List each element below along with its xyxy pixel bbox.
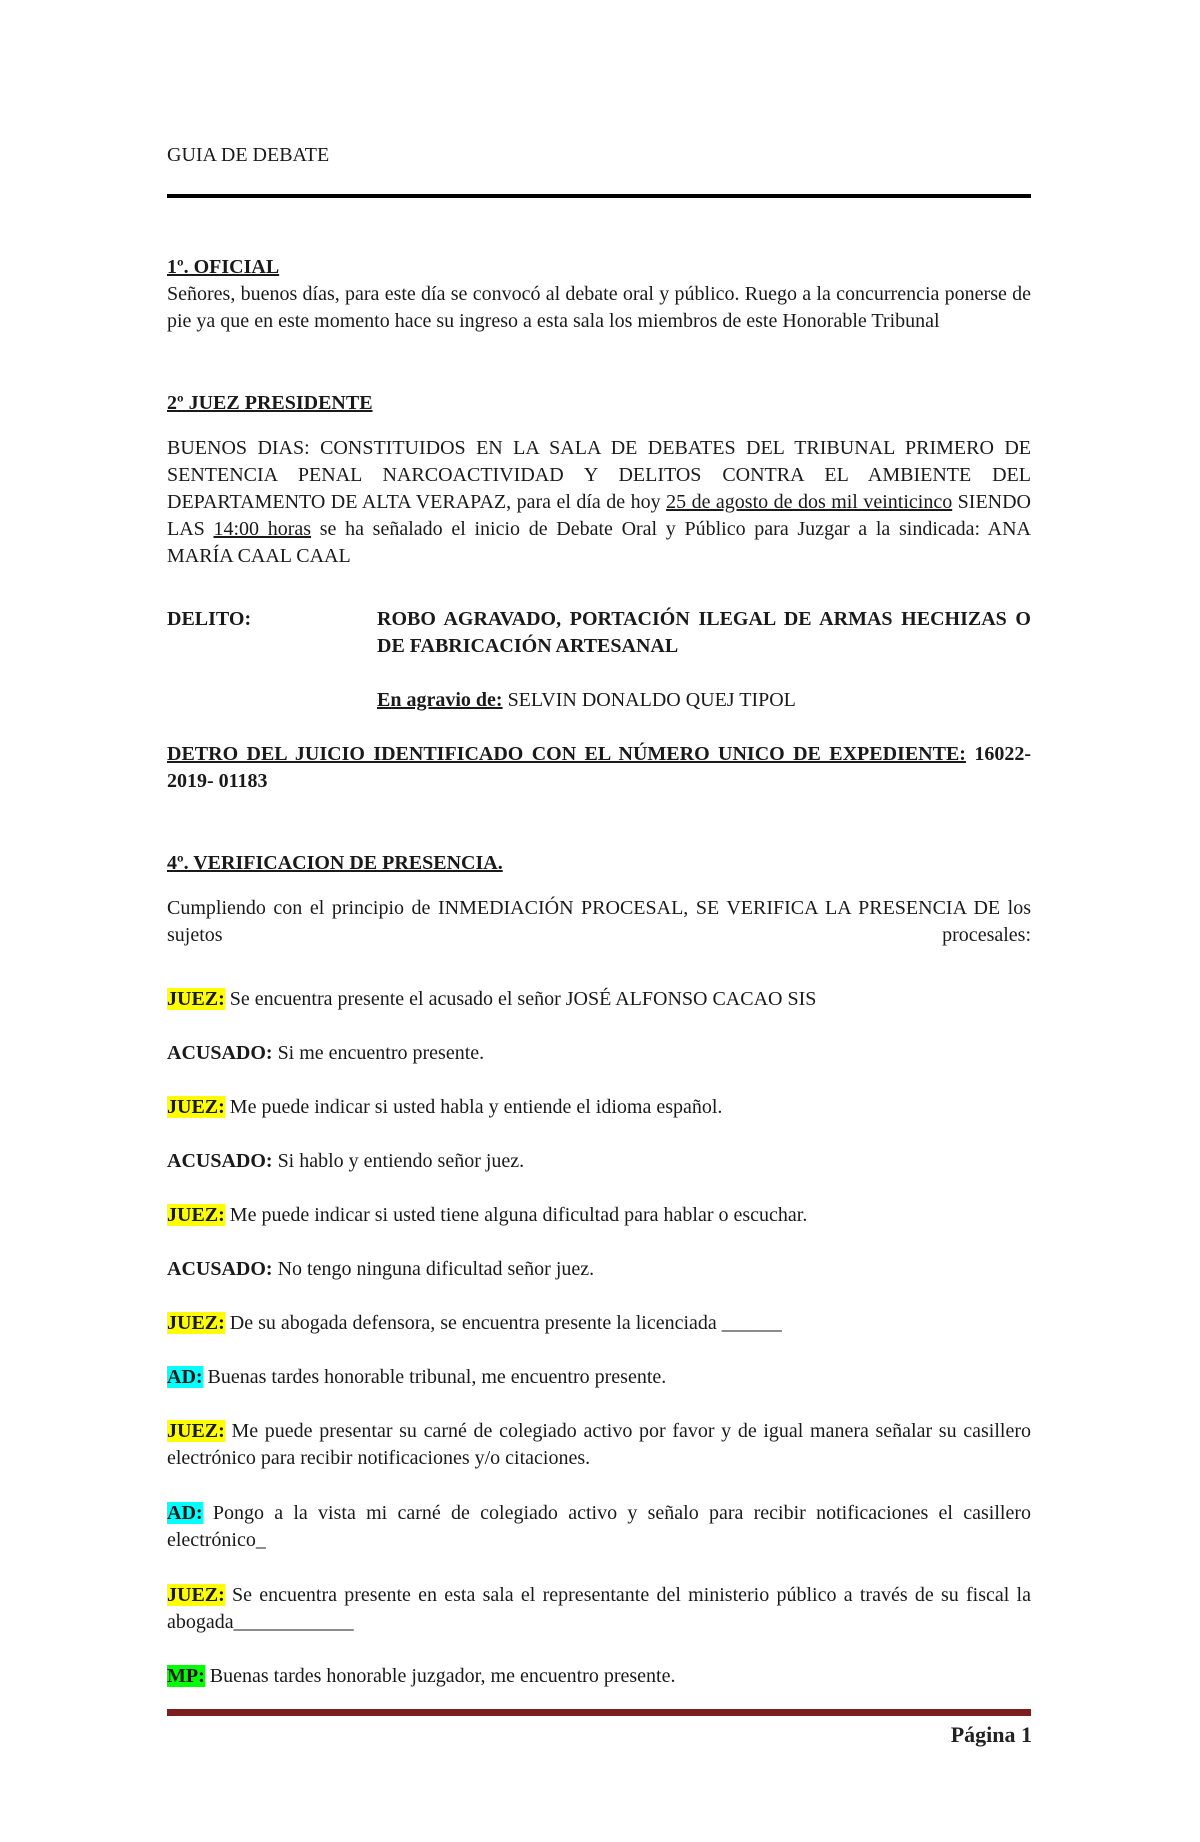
dialogue-line	[167, 1148, 1031, 1175]
dialogue-text: Se encuentra presente el acusado el señor JOSÉ ALFONSO CACAO SIS	[224, 988, 817, 1010]
speaker-juez: JUEZ:	[167, 988, 225, 1010]
page-number: Página 1	[950, 1722, 1032, 1747]
debate-date: 25 de agosto de dos mil veinticinco	[666, 491, 953, 513]
agravio-value: SELVIN DONALDO QUEJ TIPOL	[502, 689, 796, 711]
dialogue-text: Pongo a la vista mi carné de colegiado activo y señalo para recibir notificaciones el casillero electrónico_	[167, 1502, 1031, 1551]
juez-text-part1: BUENOS DIAS: CONSTITUIDOS EN LA SALA DE DEBATES DEL TRIBUNAL PRIMERO DE SENTENCIA PENAL NARCOACTIVIDAD Y DELITOS CONTRA EL AMBIENTE DEL DEPARTAMENTO DE ALTA VERAPAZ, para el día de hoy	[167, 437, 1031, 513]
speaker-juez: JUEZ:	[167, 1584, 225, 1606]
delito-value: ROBO AGRAVADO, PORTACIÓN ILEGAL DE ARMAS HECHIZAS O DE FABRICACIÓN ARTESANAL	[377, 608, 1031, 657]
section-oficial	[167, 254, 1031, 335]
speaker-juez: JUEZ:	[167, 1096, 225, 1118]
speaker-juez: JUEZ:	[167, 1312, 225, 1334]
dialogue-line	[167, 1418, 1031, 1472]
section-verificacion-heading: 4º. VERIFICACION DE PRESENCIA.	[167, 852, 503, 874]
agravio-line	[377, 687, 1031, 714]
section-verificacion-intro: Cumpliendo con el principio de INMEDIACIÓN PROCESAL, SE VERIFICA LA PRESENCIA DE los sujetos procesales:	[167, 897, 1031, 946]
dialogue-line	[167, 1500, 1031, 1554]
dialogue-text: Me puede presentar su carné de colegiado activo por favor y de igual manera señalar su casillero electrónico para recibir notificaciones y/o citaciones.	[167, 1420, 1031, 1469]
juez-text-part3: se ha señalado el inicio de Debate Oral y Público para Juzgar a la sindicada: ANA MARÍA CAAL CAAL	[167, 518, 1031, 567]
dialogue-line	[167, 1364, 1031, 1391]
section-juez-text	[167, 435, 1031, 570]
expediente-number: 16022-2019- 01183	[167, 743, 1032, 792]
section-oficial-heading: 1º. OFICIAL	[167, 256, 280, 278]
speaker-ad: AD:	[167, 1502, 203, 1524]
section-juez-presidente	[167, 390, 1031, 570]
section-verificacion	[167, 850, 1031, 949]
dialogue-line	[167, 1582, 1031, 1636]
delito-block	[167, 606, 1031, 714]
dialogue-text: Buenas tardes honorable tribunal, me encuentro presente.	[202, 1366, 667, 1388]
dialogue-line	[167, 1256, 1031, 1283]
speaker-mp: MP:	[167, 1665, 205, 1687]
dialogue-text: Buenas tardes honorable juzgador, me encuentro presente.	[204, 1665, 676, 1687]
dialogue-text: No tengo ninguna dificultad señor juez.	[272, 1258, 595, 1280]
dialogue-line	[167, 1310, 1031, 1337]
speaker-juez: JUEZ:	[167, 1204, 225, 1226]
dialogue-line	[167, 986, 1031, 1013]
juez-text-part2: SIENDO LAS	[167, 491, 1032, 540]
title-divider	[167, 194, 1031, 198]
speaker-acusado: ACUSADO:	[167, 1042, 273, 1064]
footer-rule	[167, 1709, 1031, 1716]
agravio-label: En agravio de:	[377, 689, 503, 711]
dialogue-line	[167, 1202, 1031, 1229]
speaker-juez: JUEZ:	[167, 1420, 225, 1442]
dialogue-text: Si hablo y entiendo señor juez.	[272, 1150, 525, 1172]
dialogue-text: De su abogada defensora, se encuentra presente la licenciada ______	[224, 1312, 782, 1334]
expediente-block	[167, 741, 1031, 795]
expediente-label: DETRO DEL JUICIO IDENTIFICADO CON EL NÚMERO UNICO DE EXPEDIENTE:	[167, 743, 966, 765]
section-juez-heading: 2º JUEZ PRESIDENTE	[167, 392, 373, 414]
dialogue-text: Se encuentra presente en esta sala el representante del ministerio público a través de su fiscal la abogada____________	[167, 1584, 1031, 1633]
delito-label: DELITO:	[167, 608, 252, 630]
dialogue-text: Si me encuentro presente.	[272, 1042, 485, 1064]
dialogue-line	[167, 1094, 1031, 1121]
debate-time: 14:00 horas	[213, 518, 312, 540]
speaker-acusado: ACUSADO:	[167, 1150, 273, 1172]
expediente-line	[167, 741, 1031, 795]
speaker-acusado: ACUSADO:	[167, 1258, 273, 1280]
section-oficial-text: Señores, buenos días, para este día se convocó al debate oral y público. Ruego a la concurrencia ponerse de pie ya que en este momento hace su ingreso a esta sala los miembros de este Honorable Tribunal	[167, 283, 1031, 332]
dialogue-text: Me puede indicar si usted habla y entiende el idioma español.	[224, 1096, 723, 1118]
speaker-ad: AD:	[167, 1366, 203, 1388]
dialogue-text: Me puede indicar si usted tiene alguna dificultad para hablar o escuchar.	[224, 1204, 808, 1226]
dialogue-line	[167, 1040, 1031, 1067]
document-title: GUIA DE DEBATE	[167, 144, 330, 166]
dialogue-line	[167, 1663, 1031, 1690]
